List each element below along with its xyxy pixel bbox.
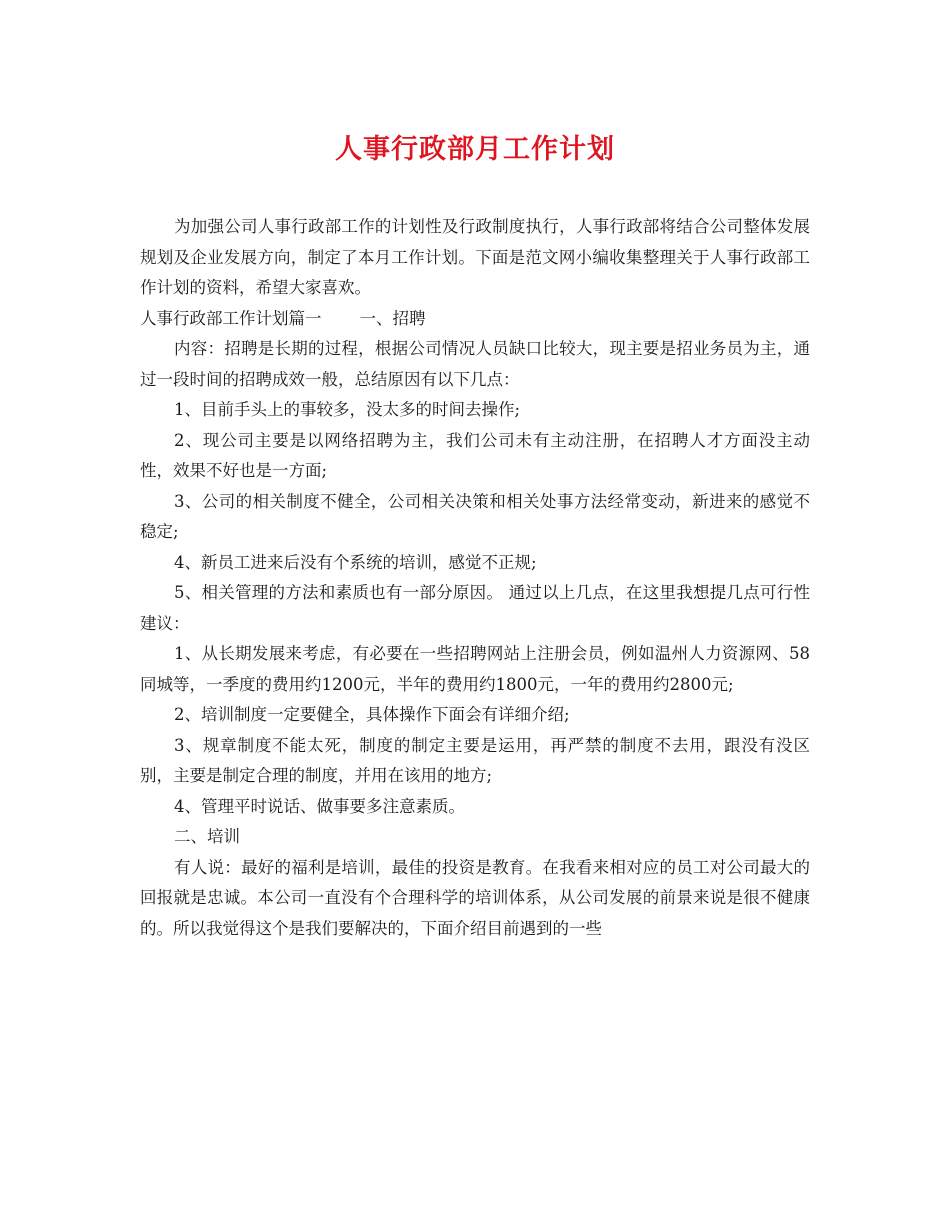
reason-item-1: 1、目前手头上的事较多，没太多的时间去操作; [174,400,521,419]
reason-item-2: 2、现公司主要是以网络招聘为主，我们公司未有主动注册，在招聘人才方面没主动性，效果不好也是一方面; [140,430,810,480]
section-1-heading [140,304,810,335]
reason-item-5: 5、相关管理的方法和素质也有一部分原因。 通过以上几点，在这里我想提几点可行性建议： [140,583,810,633]
suggestion-item-3: 3、规章制度不能太死，制度的制定主要是运用，再严禁的制度不去用，跟没有没区别，主要是制定合理的制度，并用在该用的地方; [140,735,810,785]
suggestion-item-2: 2、培训制度一定要健全，具体操作下面会有详细介绍; [174,705,570,724]
recruitment-content: 内容：招聘是长期的过程，根据公司情况人员缺口比较大，现主要是招业务员为主，通过一段时间的招聘成效一般，总结原因有以下几点： [140,339,810,389]
training-heading: 二、培训 [174,827,240,846]
training-content: 有人说：最好的福利是培训，最佳的投资是教育。在我看来相对应的员工对公司最大的回报就是忠诚。本公司一直没有个合理科学的培训体系，从公司发展的前景来说是很不健康的。所以我觉得这个是我们要解决的，下面介绍目前遇到的一些 [140,857,810,938]
document-title: 人事行政部月工作计划 [335,134,615,165]
reason-item-3: 3、公司的相关制度不健全，公司相关决策和相关处事方法经常变动，新进来的感觉不稳定; [140,491,810,541]
intro-paragraph: 为加强公司人事行政部工作的计划性及行政制度执行，人事行政部将结合公司整体发展规划及企业发展方向，制定了本月工作计划。下面是范文网小编收集整理关于人事行政部工作计划的资料，希望大家喜欢。 [140,217,810,297]
suggestion-item-4: 4、管理平时说话、做事要多注意素质。 [174,796,465,816]
article-label: 人事行政部工作计划篇一 [140,308,322,328]
recruitment-heading: 一、招聘 [359,308,426,328]
suggestion-item-1: 1、从长期发展来考虑，有必要在一些招聘网站上注册会员，例如温州人力资源网、58同城等，一季度的费用约1200元，半年的费用约1800元，一年的费用约2800元; [140,644,810,694]
reason-item-4: 4、新员工进来后没有个系统的培训，感觉不正规; [174,552,537,572]
document-page [140,130,810,944]
